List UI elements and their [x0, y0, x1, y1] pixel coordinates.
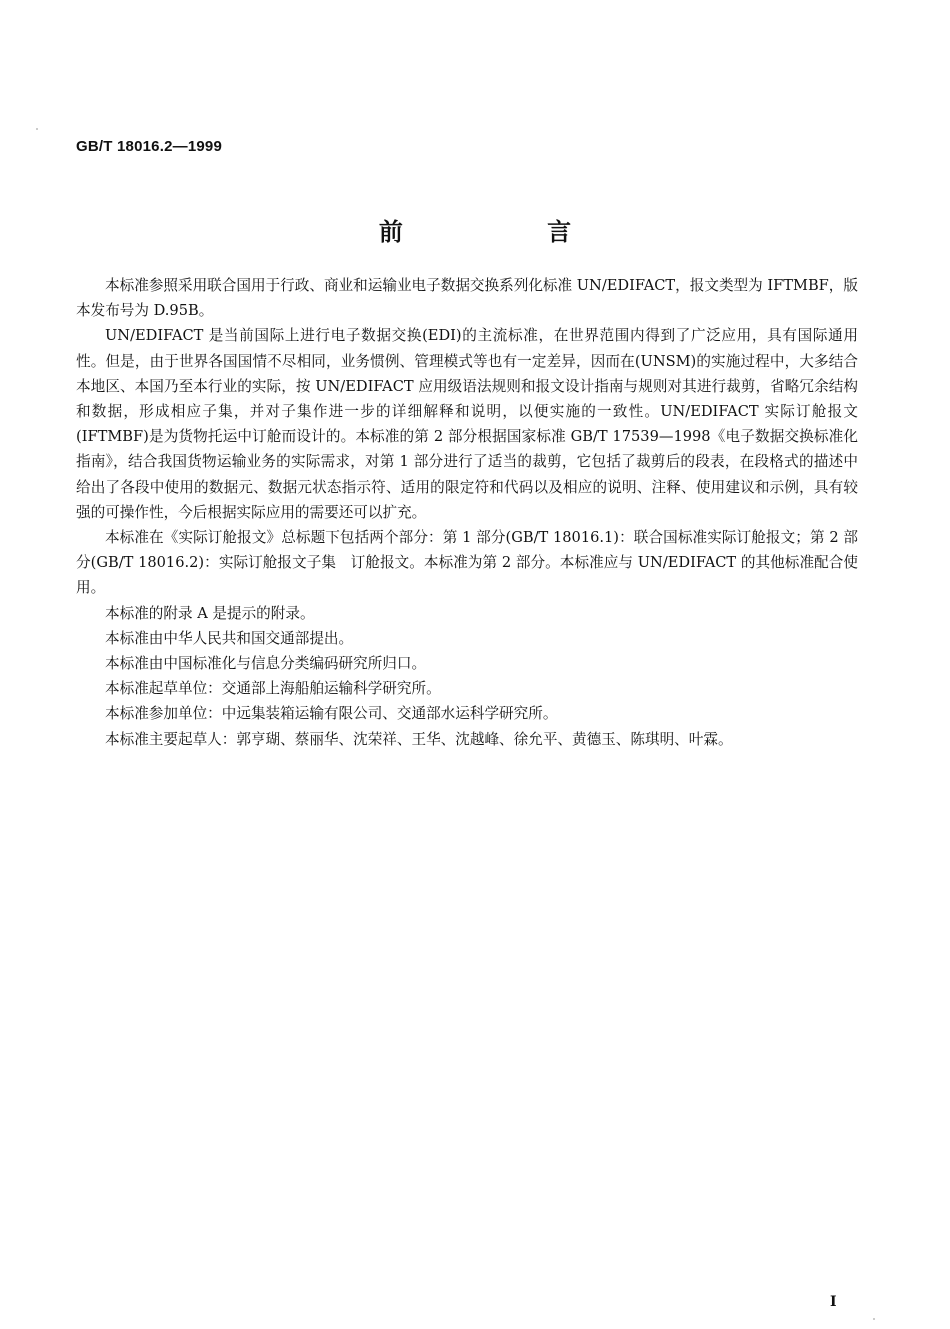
page-number: I [830, 1294, 837, 1310]
paragraph: 本标准起草单位：交通部上海船舶运输科学研究所。 [105, 680, 441, 698]
scan-speck [873, 1318, 875, 1320]
paragraph: 本标准参加单位：中远集装箱运输有限公司、交通部水运科学研究所。 [105, 705, 558, 723]
foreword-body [76, 273, 858, 752]
paragraph: 本标准在《实际订舱报文》总标题下包括两个部分：第 1 部分(GB/T 18016.1)：联合国标准实际订舱报文；第 2 部分(GB/T 18016.2)：实际订舱报文子集 订舱报文。本标准为第 2 部分。本标准应与 UN/EDIFACT 的其他标准配合使用。 [76, 529, 858, 597]
paragraph: 本标准的附录 A 是提示的附录。 [105, 604, 315, 622]
paragraph: 本标准主要起草人：郭亨瑚、蔡丽华、沈荣祥、王华、沈越峰、徐允平、黄德玉、陈琪明、叶霖。 [105, 730, 733, 748]
paragraph: 本标准由中国标准化与信息分类编码研究所归口。 [105, 655, 427, 673]
scan-speck [36, 128, 38, 130]
paragraph: 本标准由中华人民共和国交通部提出。 [105, 629, 354, 647]
standard-number: GB/T 18016.2—1999 [76, 138, 222, 155]
paragraph: UN/EDIFACT 是当前国际上进行电子数据交换(EDI)的主流标准，在世界范围内得到了广泛应用，具有国际通用性。但是，由于世界各国国情不尽相同，业务惯例、管理模式等也有一定差异，因而在(UNSM)的实施过程中，大多结合本地区、本国乃至本行业的实际，按 UN/EDIFACT 应用级语法规则和报文设计指南与规则对其进行裁剪，省略冗余结构和数据，形成相应子集，并对子集作进一步的详细解释和说明，以便实施的一致性。UN/EDIFACT 实际订舱报文(IFTMBF)是为货物托运中订舱而设计的。本标准的第 2 部分根据国家标准 GB/T 17539—1998《电子数据交换标准化指南》，结合我国货物运输业务的实际需求，对第 1 部分进行了适当的裁剪，它包括了裁剪后的段表，在段格式的描述中给出了各段中使用的数据元、数据元状态指示符、适用的限定符和代码以及相应的说明、注释、使用建议和示例，具有较强的可操作性，今后根据实际应用的需要还可以扩充。 [76, 327, 858, 521]
paragraph: 本标准参照采用联合国用于行政、商业和运输业电子数据交换系列化标准 UN/EDIFACT，报文类型为 IFTMBF，版本发布号为 D.95B。 [76, 277, 858, 320]
page-title: 前 言 [378, 218, 640, 246]
